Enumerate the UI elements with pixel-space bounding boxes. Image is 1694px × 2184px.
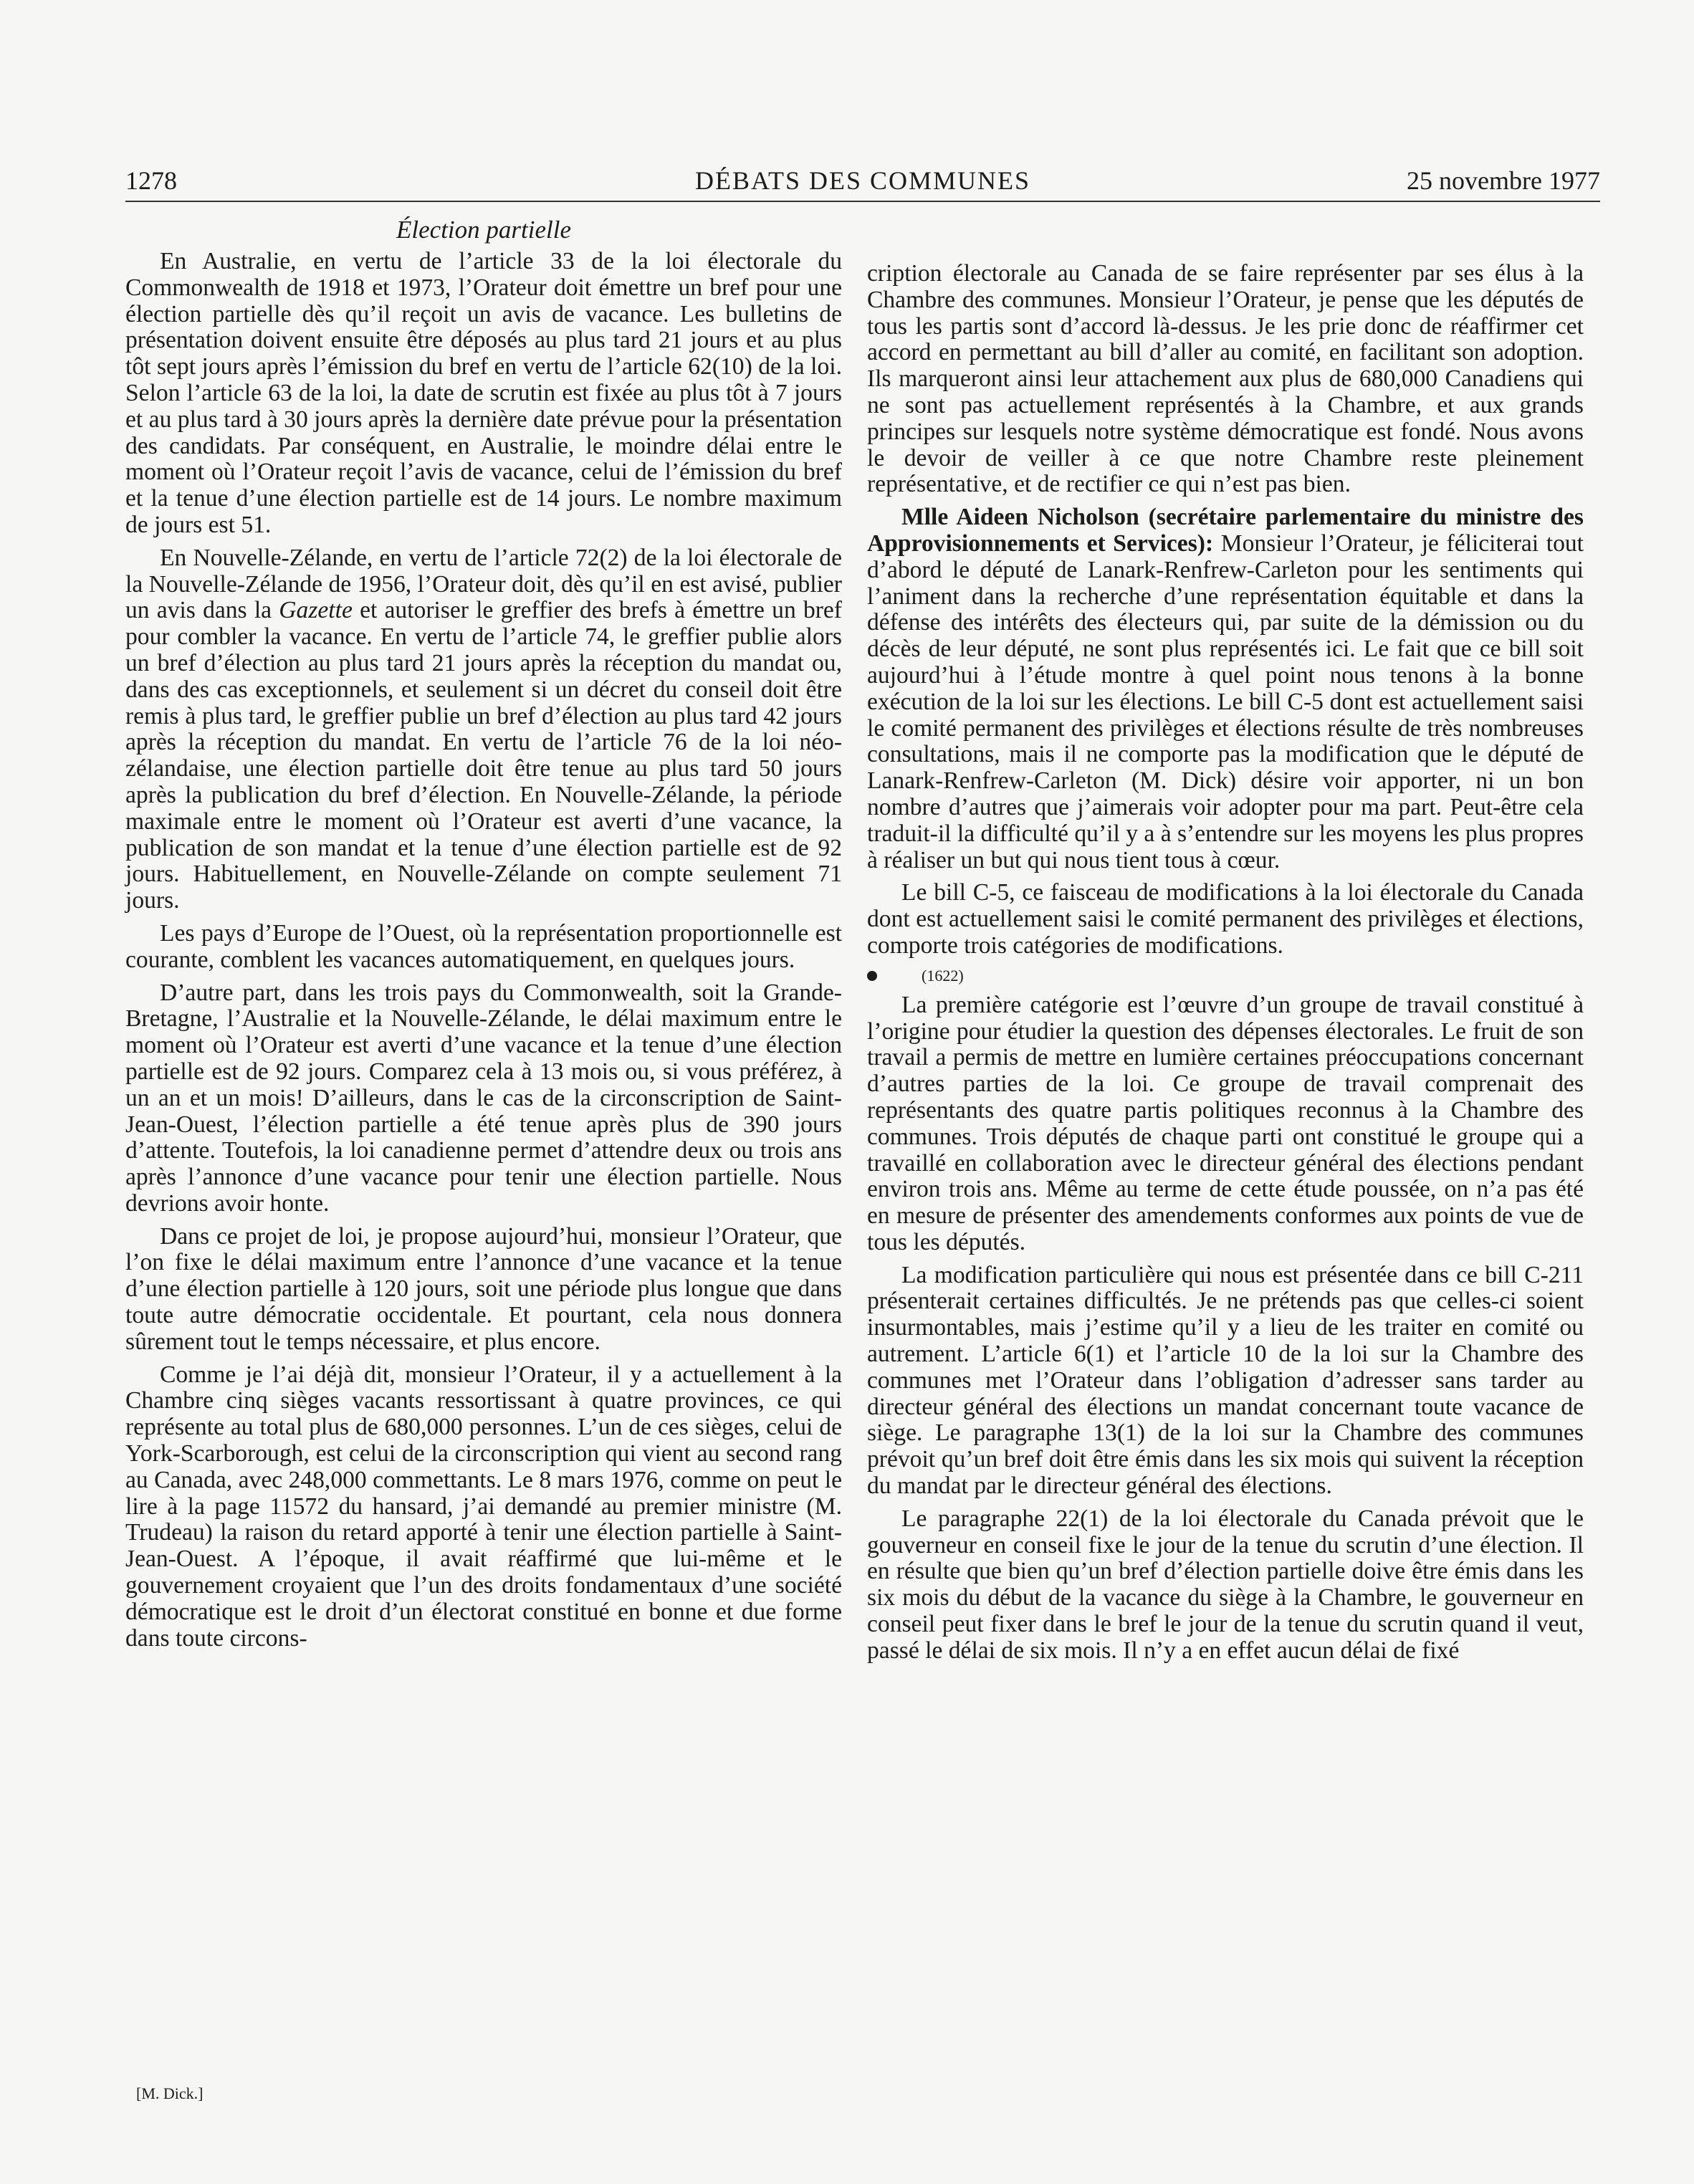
publication-title: DÉBATS DES COMMUNES bbox=[694, 166, 1031, 195]
paragraph-vacant-seats: Comme je l’ai déjà dit, monsieur l’Orateur, il y a actuellement à la Chambre cinq sièges vacants ressortissant à quatre provinces, ce qui représente au total plus de 680,000 personnes. L’un de ces sièges, celui de York-Scarborough, est celui de la circonscription qui vient au second rang au Canada, avec 248,000 commettants. Le 8 mars 1976, comme on peut le lire à la page 11572 du hansard, j’ai demandé au premier ministre (M. Trudeau) la raison du retard apporté à tenir une élection partielle à Saint-Jean-Ouest. A l’époque, il avait réaffirmé que lui-même et le gouvernement croyaient que l’un des droits fondamentaux d’une société démocratique est le droit d’un électorat constitué en bonne et due forme dans toute circons- bbox=[125, 1361, 842, 1652]
paragraph-proposal: Dans ce projet de loi, je propose aujourd’hui, monsieur l’Orateur, que l’on fixe le délai maximum entre l’annonce d’une vacance et la tenue d’une élection partielle à 120 jours, soit une période plus longue que dans toute autre démocratie occidentale. Et pourtant, cela nous donnera sûrement tout le temps nécessaire, et plus encore. bbox=[125, 1222, 842, 1355]
speaker-reference: [M. Dick.] bbox=[136, 2084, 204, 2102]
section-heading: Élection partielle bbox=[396, 216, 571, 244]
paragraph-new-zealand bbox=[125, 545, 842, 914]
page-header bbox=[125, 165, 1600, 202]
paragraph-22-1: Le paragraphe 22(1) de la loi électorale du Canada prévoit que le gouverneur en conseil fixe le jour de la tenue du scrutin d’une élection. Il en résulte que bien qu’un bref d’élection partielle doive être émis dans les six mois du début de la vacance du siège à la Chambre, le gouverneur en conseil peut fixer dans le bref le jour de la tenue du scrutin quand il veut, passé le délai de six mois. Il n’y a en effet aucun délai de fixé bbox=[867, 1505, 1584, 1664]
paragraph-nicholson bbox=[867, 504, 1584, 873]
paragraph-new-zealand-start: En Nouvelle-Zélande, en vertu de l’article 72(2) de la loi électorale de la Nouvelle-Zélande de 1956, l’Orateur doit, dès qu’il en est avisé, publier un avis dans la bbox=[125, 544, 842, 624]
time-stamp-text: (1622) bbox=[922, 966, 964, 985]
publication-date: 25 novembre 1977 bbox=[1407, 166, 1600, 195]
paragraph-bill-c211: La modification particulière qui nous est présentée dans ce bill C-211 présenterait certaines difficultés. Je ne prétends pas que celles-ci soient insurmontables, mais j’estime qu’il y a lieu de les traiter en comité ou autrement. L’article 6(1) et l’article 10 de la loi sur la Chambre des communes met l’Orateur dans l’obligation d’adresser sans tarder au directeur général des élections un mandat concernant toute vacance de siège. Le paragraphe 13(1) de la loi sur la Chambre des communes prévoit qu’un bref doit être émis dans les six mois qui suivent la réception du mandat par le directeur général des élections. bbox=[867, 1261, 1584, 1500]
paragraph-australia: En Australie, en vertu de l’article 33 de la loi électorale du Commonwealth de 1918 et 1973, l’Orateur doit émettre un bref pour une élection partielle dès qu’il reçoit un avis de vacance. Les bulletins de présentation doivent ensuite être déposés au plus tard 21 jours et au plus tôt sept jours après l’émission du bref en vertu de l’article 62(10) de la loi. Selon l’article 63 de la loi, la date de scrutin est fixée au plus tôt à 7 jours et au plus tard à 30 jours après la dernière date prévue pour la présentation des candidats. Par conséquent, en Australie, le moindre délai entre le moment où l’Orateur reçoit l’avis de vacance, celui de l’émission du bref et la tenue d’une élection partielle est de 14 jours. Le nombre maximum de jours est 51. bbox=[125, 248, 842, 538]
paragraph-first-category: La première catégorie est l’œuvre d’un groupe de travail constitué à l’origine pour étudier la question des dépenses électorales. Le fruit de son travail a permis de mettre en lumière certaines préoccupations concernant d’autres parties de la loi. Ce groupe de travail comprenait des représentants des quatre partis politiques reconnus à la Chambre des communes. Trois députés de chaque parti ont constitué le groupe qui a travaillé en collaboration avec le directeur général des élections pendant environ trois ans. Même au terme de cette étude poussée, on n’a pas été en mesure de présenter des amendements conformes aux points de vue de tous les députés. bbox=[867, 991, 1584, 1255]
right-column bbox=[867, 261, 1584, 1671]
page-number: 1278 bbox=[125, 166, 177, 195]
speaker-name: Mlle Aideen Nicholson (secrétaire parlementaire du ministre des Approvisionnements et Services): bbox=[867, 504, 1584, 557]
paragraph-bill-c5: Le bill C-5, ce faisceau de modifications à la loi électorale du Canada dont est actuellement saisi le comité permanent des privilèges et élections, comporte trois catégories de modifications. bbox=[867, 879, 1584, 959]
paragraph-new-zealand-end: et autoriser le greffier des brefs à émettre un bref pour combler la vacance. En vertu de l’article 74, le greffier publie alors un bref d’élection au plus tard 21 jours après la réception du mandat ou, dans des cas exceptionnels, et seulement si un décret du conseil doit être remis à plus tard, le greffier publie un bref d’élection au plus tard 42 jours après la réception du mandat. En vertu de l’article 76 de la loi néo-zélandaise, une élection partielle doit être tenue au plus tard 50 jours après la publication du bref d’élection. En Nouvelle-Zélande, la période maximale entre le moment où l’Orateur est averti d’une vacance, la publication de son mandat et la tenue d’une élection partielle est de 92 jours. Habituellement, en Nouvelle-Zélande on compte seulement 71 jours. bbox=[125, 597, 842, 914]
paragraph-continuation: cription électorale au Canada de se faire représenter par ses élus à la Chambre des communes. Monsieur l’Orateur, je pense que les députés de tous les partis sont d’accord là-dessus. Je les prie donc de réaffirmer cet accord en permettant au bill d’aller au comité, en facilitant son adoption. Ils marqueront ainsi leur attachement aux plus de 680,000 Canadiens qui ne sont pas actuellement représentés à la Chambre, et aux grands principes sur lesquels notre système démocratique est fondé. Nous avons le devoir de veiller à ce que notre Chambre reste pleinement représentative, et de rectifier ce qui n’est pas bien. bbox=[867, 260, 1584, 498]
left-column bbox=[125, 211, 842, 1658]
paragraph-western-europe: Les pays d’Europe de l’Ouest, où la représentation proportionnelle est courante, comblent les vacances automatiquement, en quelques jours. bbox=[125, 919, 842, 973]
paragraph-commonwealth: D’autre part, dans les trois pays du Commonwealth, soit la Grande-Bretagne, l’Australie et la Nouvelle-Zélande, le délai maximum entre le moment où l’Orateur est averti d’une vacance et la tenue d’une élection partielle est de 92 jours. Comparez cela à 13 mois ou, si vous préférez, à un an et un mois! D’ailleurs, dans le cas de la circonscription de Saint-Jean-Ouest, l’élection partielle a été tenue après plus de 390 jours d’attente. Toutefois, la loi canadienne permet d’attendre deux ou trois ans après l’annonce d’une vacance pour tenir une élection partielle. Nous devrions avoir honte. bbox=[125, 979, 842, 1217]
gazette-italic: Gazette bbox=[279, 597, 353, 624]
bullet-dot-icon bbox=[867, 971, 877, 981]
paragraph-nicholson-text: Monsieur l’Orateur, je féliciterai tout d’abord le député de Lanark-Renfrew-Carleton pour les sentiments qui l’animent dans la recherche d’une représentation équitable et dans la défense des intérêts des électeurs qui, par suite de la démission ou du décès de leur député, ne sont plus représentés ici. Le fait que ce bill soit aujourd’hui à l’étude montre à quel point nous tenons à la bonne exécution de la loi sur les élections. Le bill C-5 dont est actuellement saisi le comité permanent des privilèges et élections résulte de très nombreuses consultations, mais il ne comporte pas la modification que le député de Lanark-Renfrew-Carleton (M. Dick) désire voir apporter, ni un bon nombre d’autres que j’aimerais voir adopter pour ma part. Peut-être cela traduit-il la difficulté qu’il y a à s’entendre sur les moyens les plus propres à réaliser un but qui nous tient tous à cœur. bbox=[867, 530, 1584, 873]
time-stamp bbox=[867, 966, 1584, 986]
